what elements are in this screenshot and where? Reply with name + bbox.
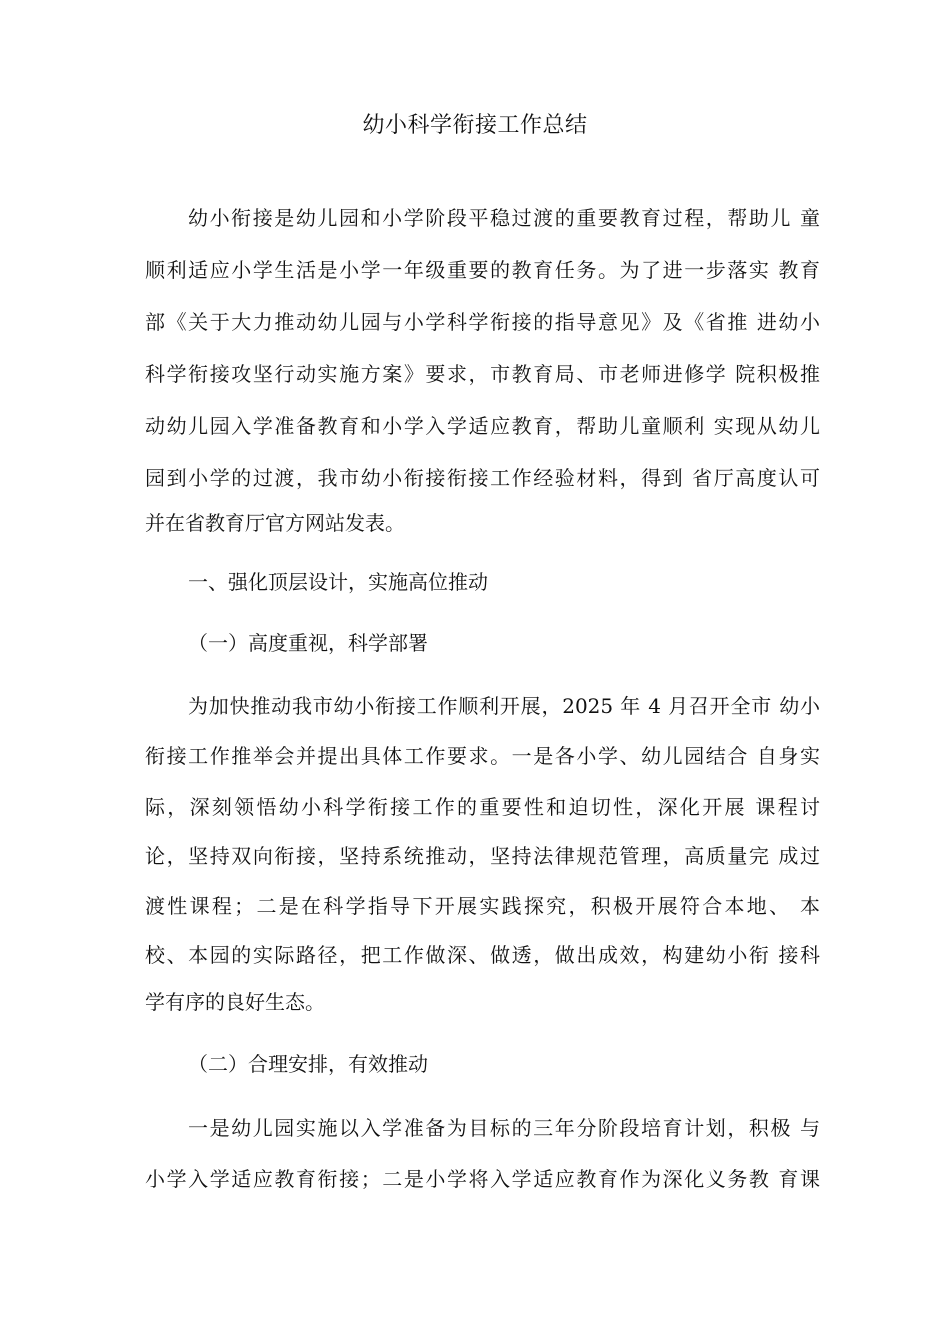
- body-line: 为加快推动我市幼小衔接工作顺利开展，2025 年 4 月召开全市 幼小: [188, 694, 820, 718]
- intro-line: 并在省教育厅官方网站发表。: [145, 511, 405, 535]
- body-line: 衔接工作推举会并提出具体工作要求。一是各小学、幼儿园结合 自身实: [145, 744, 820, 768]
- subsection-heading: （二）合理安排，有效推动: [188, 1052, 428, 1076]
- subsection-heading: （一）高度重视，科学部署: [188, 631, 428, 655]
- intro-line: 幼小衔接是幼儿园和小学阶段平稳过渡的重要教育过程，帮助儿 童: [188, 206, 820, 230]
- body-line: 一是幼儿园实施以入学准备为目标的三年分阶段培育计划，积极 与: [188, 1116, 820, 1140]
- body-line: 际，深刻领悟幼小科学衔接工作的重要性和迫切性，深化开展 课程讨: [145, 795, 820, 819]
- body-line: 论，坚持双向衔接，坚持系统推动，坚持法律规范管理，高质量完 成过: [145, 844, 820, 868]
- intro-line: 园到小学的过渡，我市幼小衔接衔接工作经验材料，得到 省厅高度认可: [145, 466, 820, 490]
- body-line: 校、本园的实际路径，把工作做深、做透，做出成效，构建幼小衔 接科: [145, 943, 820, 967]
- intro-line: 顺利适应小学生活是小学一年级重要的教育任务。为了进一步落实 教育: [145, 258, 820, 282]
- body-line: 小学入学适应教育衔接；二是小学将入学适应教育作为深化义务教 育课: [145, 1167, 820, 1191]
- intro-line: 动幼儿园入学准备教育和小学入学适应教育，帮助儿童顺利 实现从幼儿: [145, 414, 820, 438]
- body-line: 渡性课程；二是在科学指导下开展实践探究，积极开展符合本地、 本: [145, 894, 820, 918]
- body-line: 学有序的良好生态。: [145, 990, 325, 1014]
- document-title: 幼小科学衔接工作总结: [362, 113, 588, 138]
- intro-line: 科学衔接攻坚行动实施方案》要求，市教育局、市老师进修学 院积极推: [145, 362, 820, 386]
- intro-line: 部《关于大力推动幼儿园与小学科学衔接的指导意见》及《省推 进幼小: [145, 310, 820, 334]
- section-heading: 一、强化顶层设计，实施高位推动: [188, 570, 488, 594]
